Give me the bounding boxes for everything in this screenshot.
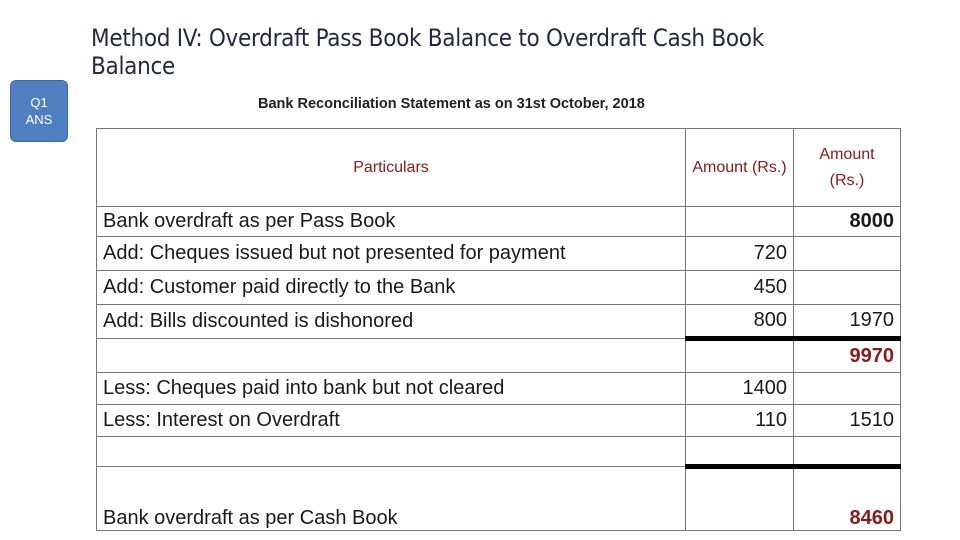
- amount-1-cell: 800: [686, 305, 794, 339]
- page-title: Method IV: Overdraft Pass Book Balance to Overdraft Cash Book Balance: [91, 24, 764, 80]
- amount-2-cell: [794, 271, 901, 305]
- particulars-cell: [97, 437, 686, 467]
- table-row: [97, 467, 901, 531]
- table-row: [97, 373, 901, 405]
- particulars-cell: Add: Customer paid directly to the Bank: [97, 271, 686, 305]
- amount-1-cell: [686, 437, 794, 467]
- amount-1-cell: 720: [686, 237, 794, 271]
- table-row: [97, 305, 901, 339]
- amount-2-cell: [794, 437, 901, 467]
- amount-2-cell: [794, 237, 901, 271]
- header-row: [97, 129, 901, 207]
- amount-1-cell: 1400: [686, 373, 794, 405]
- amount-2-cell: [794, 373, 901, 405]
- total-cell: 8460: [794, 467, 901, 531]
- particulars-cell: Less: Cheques paid into bank but not cleared: [97, 373, 686, 405]
- amount-1-cell: 110: [686, 405, 794, 437]
- header-amount-1: Amount (Rs.): [686, 129, 794, 207]
- particulars-cell: Less: Interest on Overdraft: [97, 405, 686, 437]
- table-row: [97, 207, 901, 237]
- statement-title: Bank Reconciliation Statement as on 31st October, 2018: [258, 96, 645, 112]
- amount-2-cell: 1510: [794, 405, 901, 437]
- particulars-cell: Add: Bills discounted is dishonored: [97, 305, 686, 339]
- header-particulars: Particulars: [97, 129, 686, 207]
- header-amount-2: Amount (Rs.): [794, 129, 901, 207]
- amount-2-cell: [794, 207, 901, 237]
- particulars-cell: [97, 339, 686, 373]
- particulars-cell: Bank overdraft as per Pass Book: [97, 207, 686, 237]
- table-row: [97, 339, 901, 373]
- particulars-cell: Add: Cheques issued but not presented for payment: [97, 237, 686, 271]
- badge-question: Q1: [30, 95, 48, 110]
- amount-1-cell: [686, 207, 794, 237]
- amount-1-cell: [686, 339, 794, 373]
- answer-badge: [10, 80, 68, 142]
- reconciliation-table: [96, 128, 901, 531]
- badge-ans: ANS: [25, 112, 53, 127]
- particulars-cell: Bank overdraft as per Cash Book: [97, 467, 686, 531]
- amount-2-cell: 1970: [794, 305, 901, 339]
- table-row: [97, 271, 901, 305]
- amount-1-cell: [686, 467, 794, 531]
- table-row: [97, 437, 901, 467]
- table-row: [97, 237, 901, 271]
- table-row: [97, 405, 901, 437]
- amount-2-value: 8000: [849, 210, 894, 232]
- subtotal-cell: 9970: [794, 339, 901, 373]
- amount-1-cell: 450: [686, 271, 794, 305]
